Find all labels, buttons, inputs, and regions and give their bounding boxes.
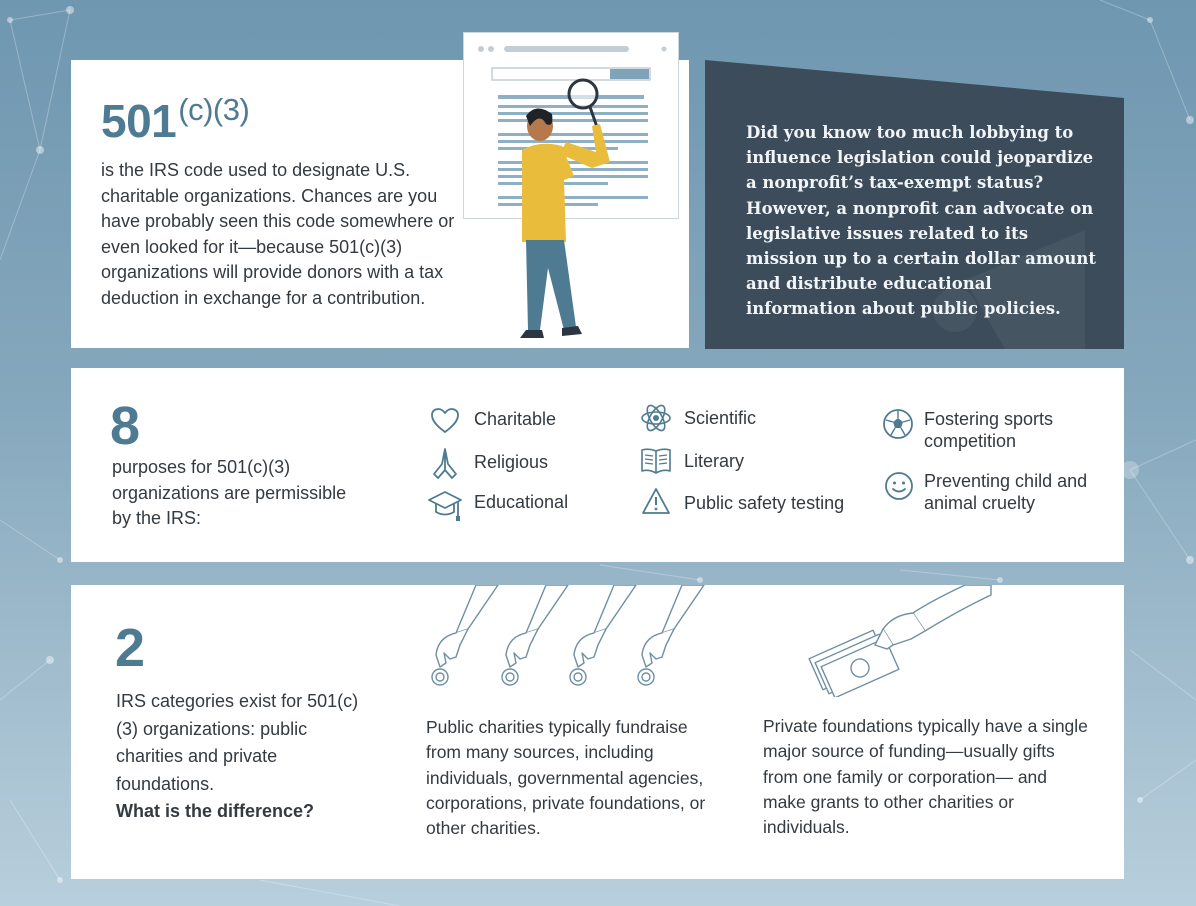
purpose-label: Public safety testing: [684, 493, 845, 513]
purpose-label: Fostering sports competition: [924, 409, 1054, 451]
purpose-item-preventing-cruelty: [884, 471, 1094, 514]
purpose-label: Educational: [474, 492, 569, 512]
code-title-main: 501: [101, 95, 177, 147]
private-foundations-text: Private foundations typically have a single major source of funding—usually gifts from one family or corporation— and make grants to other charities or individuals.: [763, 716, 1088, 838]
hands-with-coins-illustration: [416, 585, 736, 693]
purpose-item-literary: [640, 446, 744, 476]
purpose-label: Religious: [474, 452, 549, 472]
purpose-item-fostering-sports: [882, 408, 1084, 452]
purpose-item-public-safety-testing: [641, 486, 844, 516]
categories-panel: [71, 585, 1124, 879]
intro-description: is the IRS code used to designate U.S. charitable organizations. Chances are you have probably seen this code somewhere or even looked for it—because 501(c)(3) organizations will provide donors with a tax deduction in exchange for a contribution.: [101, 160, 455, 308]
open-book-icon: [640, 446, 672, 476]
smiley-icon: [884, 471, 914, 501]
purposes-number: 8: [110, 396, 141, 456]
soccer-ball-icon: [882, 408, 914, 440]
purpose-label: Scientific: [684, 408, 757, 428]
code-title: [101, 92, 250, 147]
purpose-item-religious: [430, 446, 548, 480]
categories-description: [116, 688, 376, 826]
graduation-cap-icon: [428, 486, 462, 524]
categories-description-text: IRS categories exist for 501(c)(3) organizations: public charities and private foundations.: [116, 691, 359, 794]
purpose-label: Charitable: [474, 409, 557, 429]
warning-triangle-icon: [641, 486, 671, 516]
public-charities-text: Public charities typically fundraise from many sources, including individuals, governmental agencies, corporations, private foundations, or other charities.: [426, 717, 706, 839]
purpose-label: Preventing child and animal cruelty: [924, 471, 1088, 513]
categories-question: What is the difference?: [116, 801, 315, 821]
lobbying-text: Did you know too much lobbying to influence legislation could jeopardize a nonprofit’s tax-exempt status? However, a nonprofit can advocate on legislative issues related to its mission up to a certain dollar amount and distribute educational information about public policies.: [746, 123, 1096, 319]
purpose-item-scientific: [640, 402, 756, 434]
purposes-panel: [71, 368, 1124, 562]
purpose-item-charitable: [430, 407, 556, 435]
purpose-label: Literary: [684, 451, 745, 471]
praying-hands-icon: [430, 446, 460, 480]
hand-with-cash-illustration: [801, 585, 1001, 697]
person-magnifier-illustration: [500, 72, 630, 344]
heart-icon: [430, 407, 460, 435]
purposes-description: purposes for 501(c)(3) organizations are permissible by the IRS:: [112, 457, 347, 528]
purpose-item-educational: [428, 486, 568, 524]
code-title-sup: (c)(3): [178, 92, 250, 127]
categories-number: 2: [115, 618, 146, 678]
atom-icon: [640, 402, 672, 434]
